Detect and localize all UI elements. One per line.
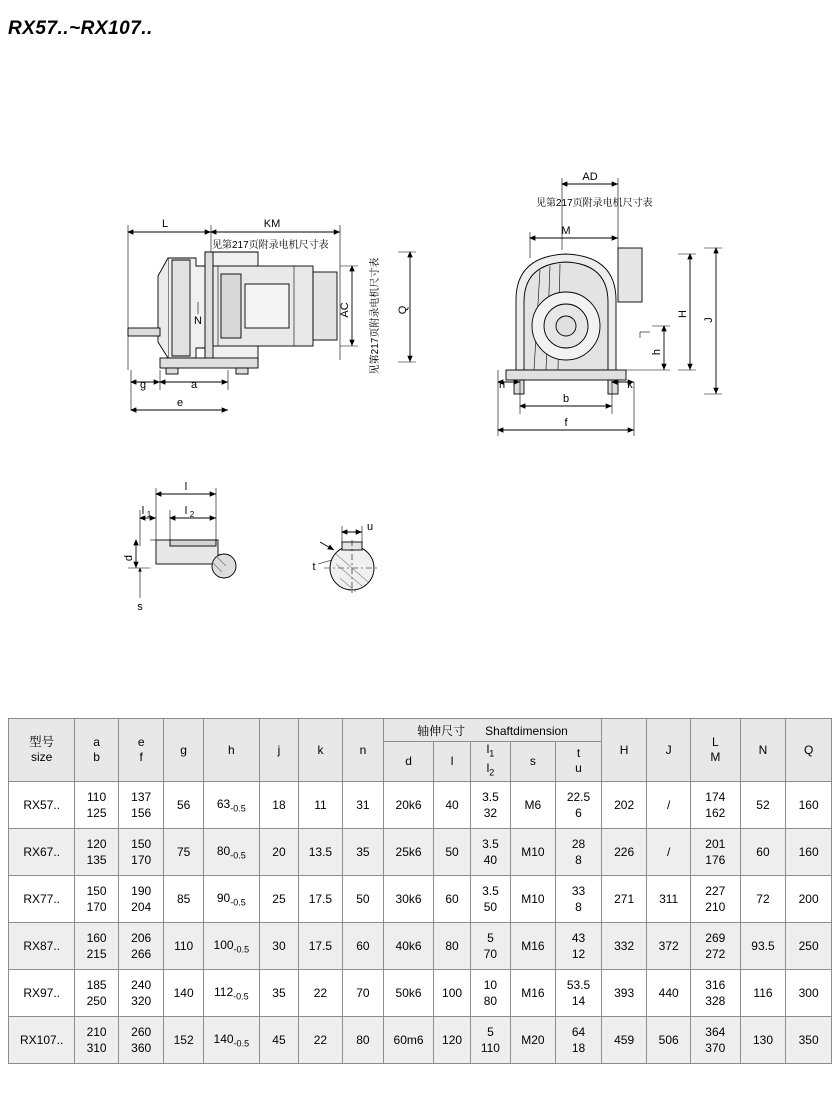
cell-l: 40 <box>433 781 470 828</box>
cell-H: 459 <box>601 1016 647 1063</box>
cell-size: RX87.. <box>9 922 75 969</box>
svg-text:k: k <box>627 379 633 391</box>
header-N: N <box>740 719 786 782</box>
cell-n: 60 <box>342 922 383 969</box>
cell-d: 50k6 <box>384 969 434 1016</box>
cell-a-b: 210 310 <box>75 1016 119 1063</box>
cell-a-b: 110 125 <box>75 781 119 828</box>
header-t-u: t u <box>556 742 602 782</box>
cell-e-f: 260 360 <box>118 1016 164 1063</box>
table-header-row-1 <box>9 719 832 742</box>
cell-s: M10 <box>510 875 556 922</box>
cell-L-M: 174 162 <box>690 781 740 828</box>
svg-text:Q: Q <box>397 305 409 315</box>
cell-H: 271 <box>601 875 647 922</box>
cell-size: RX57.. <box>9 781 75 828</box>
cell-Q: 250 <box>786 922 832 969</box>
cell-J: / <box>647 781 691 828</box>
header-a-b: a b <box>75 719 119 782</box>
cell-Q: 350 <box>786 1016 832 1063</box>
cell-j: 45 <box>259 1016 298 1063</box>
cell-j: 35 <box>259 969 298 1016</box>
cell-k: 17.5 <box>299 922 343 969</box>
header-g: g <box>164 719 203 782</box>
svg-text:h: h <box>651 348 663 356</box>
svg-text:a: a <box>190 379 198 391</box>
svg-text:见第217页附录电机尺寸表: 见第217页附录电机尺寸表 <box>212 240 329 251</box>
svg-text:l: l <box>141 505 145 517</box>
cell-l1-l2: 10 80 <box>471 969 510 1016</box>
cell-g: 56 <box>164 781 203 828</box>
cell-t-u: 43 12 <box>556 922 602 969</box>
cell-size: RX97.. <box>9 969 75 1016</box>
cell-l1-l2: 3.5 32 <box>471 781 510 828</box>
cell-k: 13.5 <box>299 828 343 875</box>
cell-k: 22 <box>299 969 343 1016</box>
cell-l1-l2: 3.5 40 <box>471 828 510 875</box>
cell-d: 40k6 <box>384 922 434 969</box>
header-l: l <box>433 742 470 782</box>
cell-J: 440 <box>647 969 691 1016</box>
cell-Q: 160 <box>786 828 832 875</box>
cell-s: M16 <box>510 922 556 969</box>
cell-j: 18 <box>259 781 298 828</box>
header-shaft-dimension-group: 轴伸尺寸 Shaftdimension <box>384 719 602 742</box>
cell-j: 30 <box>259 922 298 969</box>
cell-e-f: 150 170 <box>118 828 164 875</box>
cell-n: 80 <box>342 1016 383 1063</box>
cell-g: 85 <box>164 875 203 922</box>
cell-h: $90_{-0.5}$ <box>203 875 259 922</box>
cell-H: 226 <box>601 828 647 875</box>
header-d: d <box>384 742 434 782</box>
cell-t-u: 28 8 <box>556 828 602 875</box>
svg-text:g: g <box>139 379 147 391</box>
cell-s: M20 <box>510 1016 556 1063</box>
cell-h: $112_{-0.5}$ <box>203 969 259 1016</box>
table-body <box>9 781 832 1063</box>
cell-N: 72 <box>740 875 786 922</box>
cell-N: 52 <box>740 781 786 828</box>
cell-L-M: 364 370 <box>690 1016 740 1063</box>
cell-h: $140_{-0.5}$ <box>203 1016 259 1063</box>
cell-n: 31 <box>342 781 383 828</box>
header-s: s <box>510 742 556 782</box>
table-row <box>9 969 832 1016</box>
table-row <box>9 875 832 922</box>
cell-L-M: 269 272 <box>690 922 740 969</box>
svg-text:J: J <box>703 317 715 323</box>
cell-s: M16 <box>510 969 556 1016</box>
cell-H: 332 <box>601 922 647 969</box>
svg-text:n: n <box>498 379 506 391</box>
cell-H: 202 <box>601 781 647 828</box>
cell-h: $63_{-0.5}$ <box>203 781 259 828</box>
cell-l1-l2: 5 70 <box>471 922 510 969</box>
cell-a-b: 120 135 <box>75 828 119 875</box>
svg-text:1: 1 <box>146 510 152 519</box>
header-h: h <box>203 719 259 782</box>
cell-H: 393 <box>601 969 647 1016</box>
cell-t-u: 64 18 <box>556 1016 602 1063</box>
cell-t-u: 53.5 14 <box>556 969 602 1016</box>
svg-text:u: u <box>366 521 374 533</box>
svg-text:b: b <box>562 393 570 405</box>
cell-J: 311 <box>647 875 691 922</box>
cell-l1-l2: 5 110 <box>471 1016 510 1063</box>
cell-k: 11 <box>299 781 343 828</box>
table-row <box>9 1016 832 1063</box>
svg-text:N: N <box>194 315 202 327</box>
svg-text:s: s <box>137 601 143 613</box>
cell-Q: 200 <box>786 875 832 922</box>
table-row <box>9 922 832 969</box>
cell-t-u: 33 8 <box>556 875 602 922</box>
cell-t-u: 22.5 6 <box>556 781 602 828</box>
cell-n: 50 <box>342 875 383 922</box>
svg-text:见第217页附录电机尺寸表: 见第217页附录电机尺寸表 <box>536 198 653 209</box>
cell-k: 17.5 <box>299 875 343 922</box>
cell-g: 152 <box>164 1016 203 1063</box>
cell-N: 130 <box>740 1016 786 1063</box>
svg-text:l: l <box>184 505 188 517</box>
cell-l: 120 <box>433 1016 470 1063</box>
cell-e-f: 137 156 <box>118 781 164 828</box>
cell-d: 30k6 <box>384 875 434 922</box>
cell-s: M10 <box>510 828 556 875</box>
cell-L-M: 227 210 <box>690 875 740 922</box>
header-n: n <box>342 719 383 782</box>
cell-a-b: 150 170 <box>75 875 119 922</box>
cell-Q: 300 <box>786 969 832 1016</box>
cell-N: 60 <box>740 828 786 875</box>
cell-J: 506 <box>647 1016 691 1063</box>
table-row <box>9 828 832 875</box>
dimension-table-container <box>8 718 832 1064</box>
cell-e-f: 190 204 <box>118 875 164 922</box>
header-e-f: e f <box>118 719 164 782</box>
header-L-M: L M <box>690 719 740 782</box>
svg-text:H: H <box>677 310 689 318</box>
header-k: k <box>299 719 343 782</box>
cell-a-b: 185 250 <box>75 969 119 1016</box>
cell-n: 35 <box>342 828 383 875</box>
svg-text:f: f <box>564 417 568 429</box>
table-row <box>9 781 832 828</box>
cell-l1-l2: 3.5 50 <box>471 875 510 922</box>
cell-l: 60 <box>433 875 470 922</box>
cell-j: 25 <box>259 875 298 922</box>
drawing-canvas <box>0 70 840 613</box>
cell-g: 75 <box>164 828 203 875</box>
cell-size: RX107.. <box>9 1016 75 1063</box>
cell-e-f: 206 266 <box>118 922 164 969</box>
cell-j: 20 <box>259 828 298 875</box>
svg-text:见第217页附录电机尺寸表: 见第217页附录电机尺寸表 <box>370 257 381 375</box>
page-title: RX57..~RX107.. <box>8 18 153 39</box>
cell-d: 25k6 <box>384 828 434 875</box>
cell-Q: 160 <box>786 781 832 828</box>
header-J: J <box>647 719 691 782</box>
svg-text:KM: KM <box>263 218 281 230</box>
cell-J: 372 <box>647 922 691 969</box>
header-H: H <box>601 719 647 782</box>
cell-N: 116 <box>740 969 786 1016</box>
technical-drawings <box>0 70 840 613</box>
cell-g: 140 <box>164 969 203 1016</box>
svg-text:l: l <box>184 481 188 493</box>
cell-h: $100_{-0.5}$ <box>203 922 259 969</box>
svg-text:2: 2 <box>189 510 195 519</box>
cell-e-f: 240 320 <box>118 969 164 1016</box>
cell-l: 100 <box>433 969 470 1016</box>
cell-N: 93.5 <box>740 922 786 969</box>
cell-size: RX77.. <box>9 875 75 922</box>
header-l1-l2: $l_1$ $l_2$ <box>471 742 510 782</box>
cell-J: / <box>647 828 691 875</box>
svg-text:M: M <box>561 225 571 237</box>
cell-l: 80 <box>433 922 470 969</box>
cell-h: $80_{-0.5}$ <box>203 828 259 875</box>
cell-g: 110 <box>164 922 203 969</box>
svg-text:L: L <box>161 218 169 230</box>
cell-L-M: 201 176 <box>690 828 740 875</box>
svg-text:AC: AC <box>339 302 351 318</box>
cell-k: 22 <box>299 1016 343 1063</box>
header-Q: Q <box>786 719 832 782</box>
svg-text:t: t <box>312 561 316 573</box>
cell-d: 20k6 <box>384 781 434 828</box>
dimension-table <box>8 718 832 1064</box>
svg-text:d: d <box>123 554 135 562</box>
svg-text:e: e <box>176 397 184 409</box>
header-j-lower: j <box>259 719 298 782</box>
cell-a-b: 160 215 <box>75 922 119 969</box>
cell-L-M: 316 328 <box>690 969 740 1016</box>
cell-s: M6 <box>510 781 556 828</box>
cell-l: 50 <box>433 828 470 875</box>
header-size: 型号 size <box>9 719 75 782</box>
cell-d: 60m6 <box>384 1016 434 1063</box>
cell-n: 70 <box>342 969 383 1016</box>
svg-text:AD: AD <box>582 171 598 183</box>
cell-size: RX67.. <box>9 828 75 875</box>
